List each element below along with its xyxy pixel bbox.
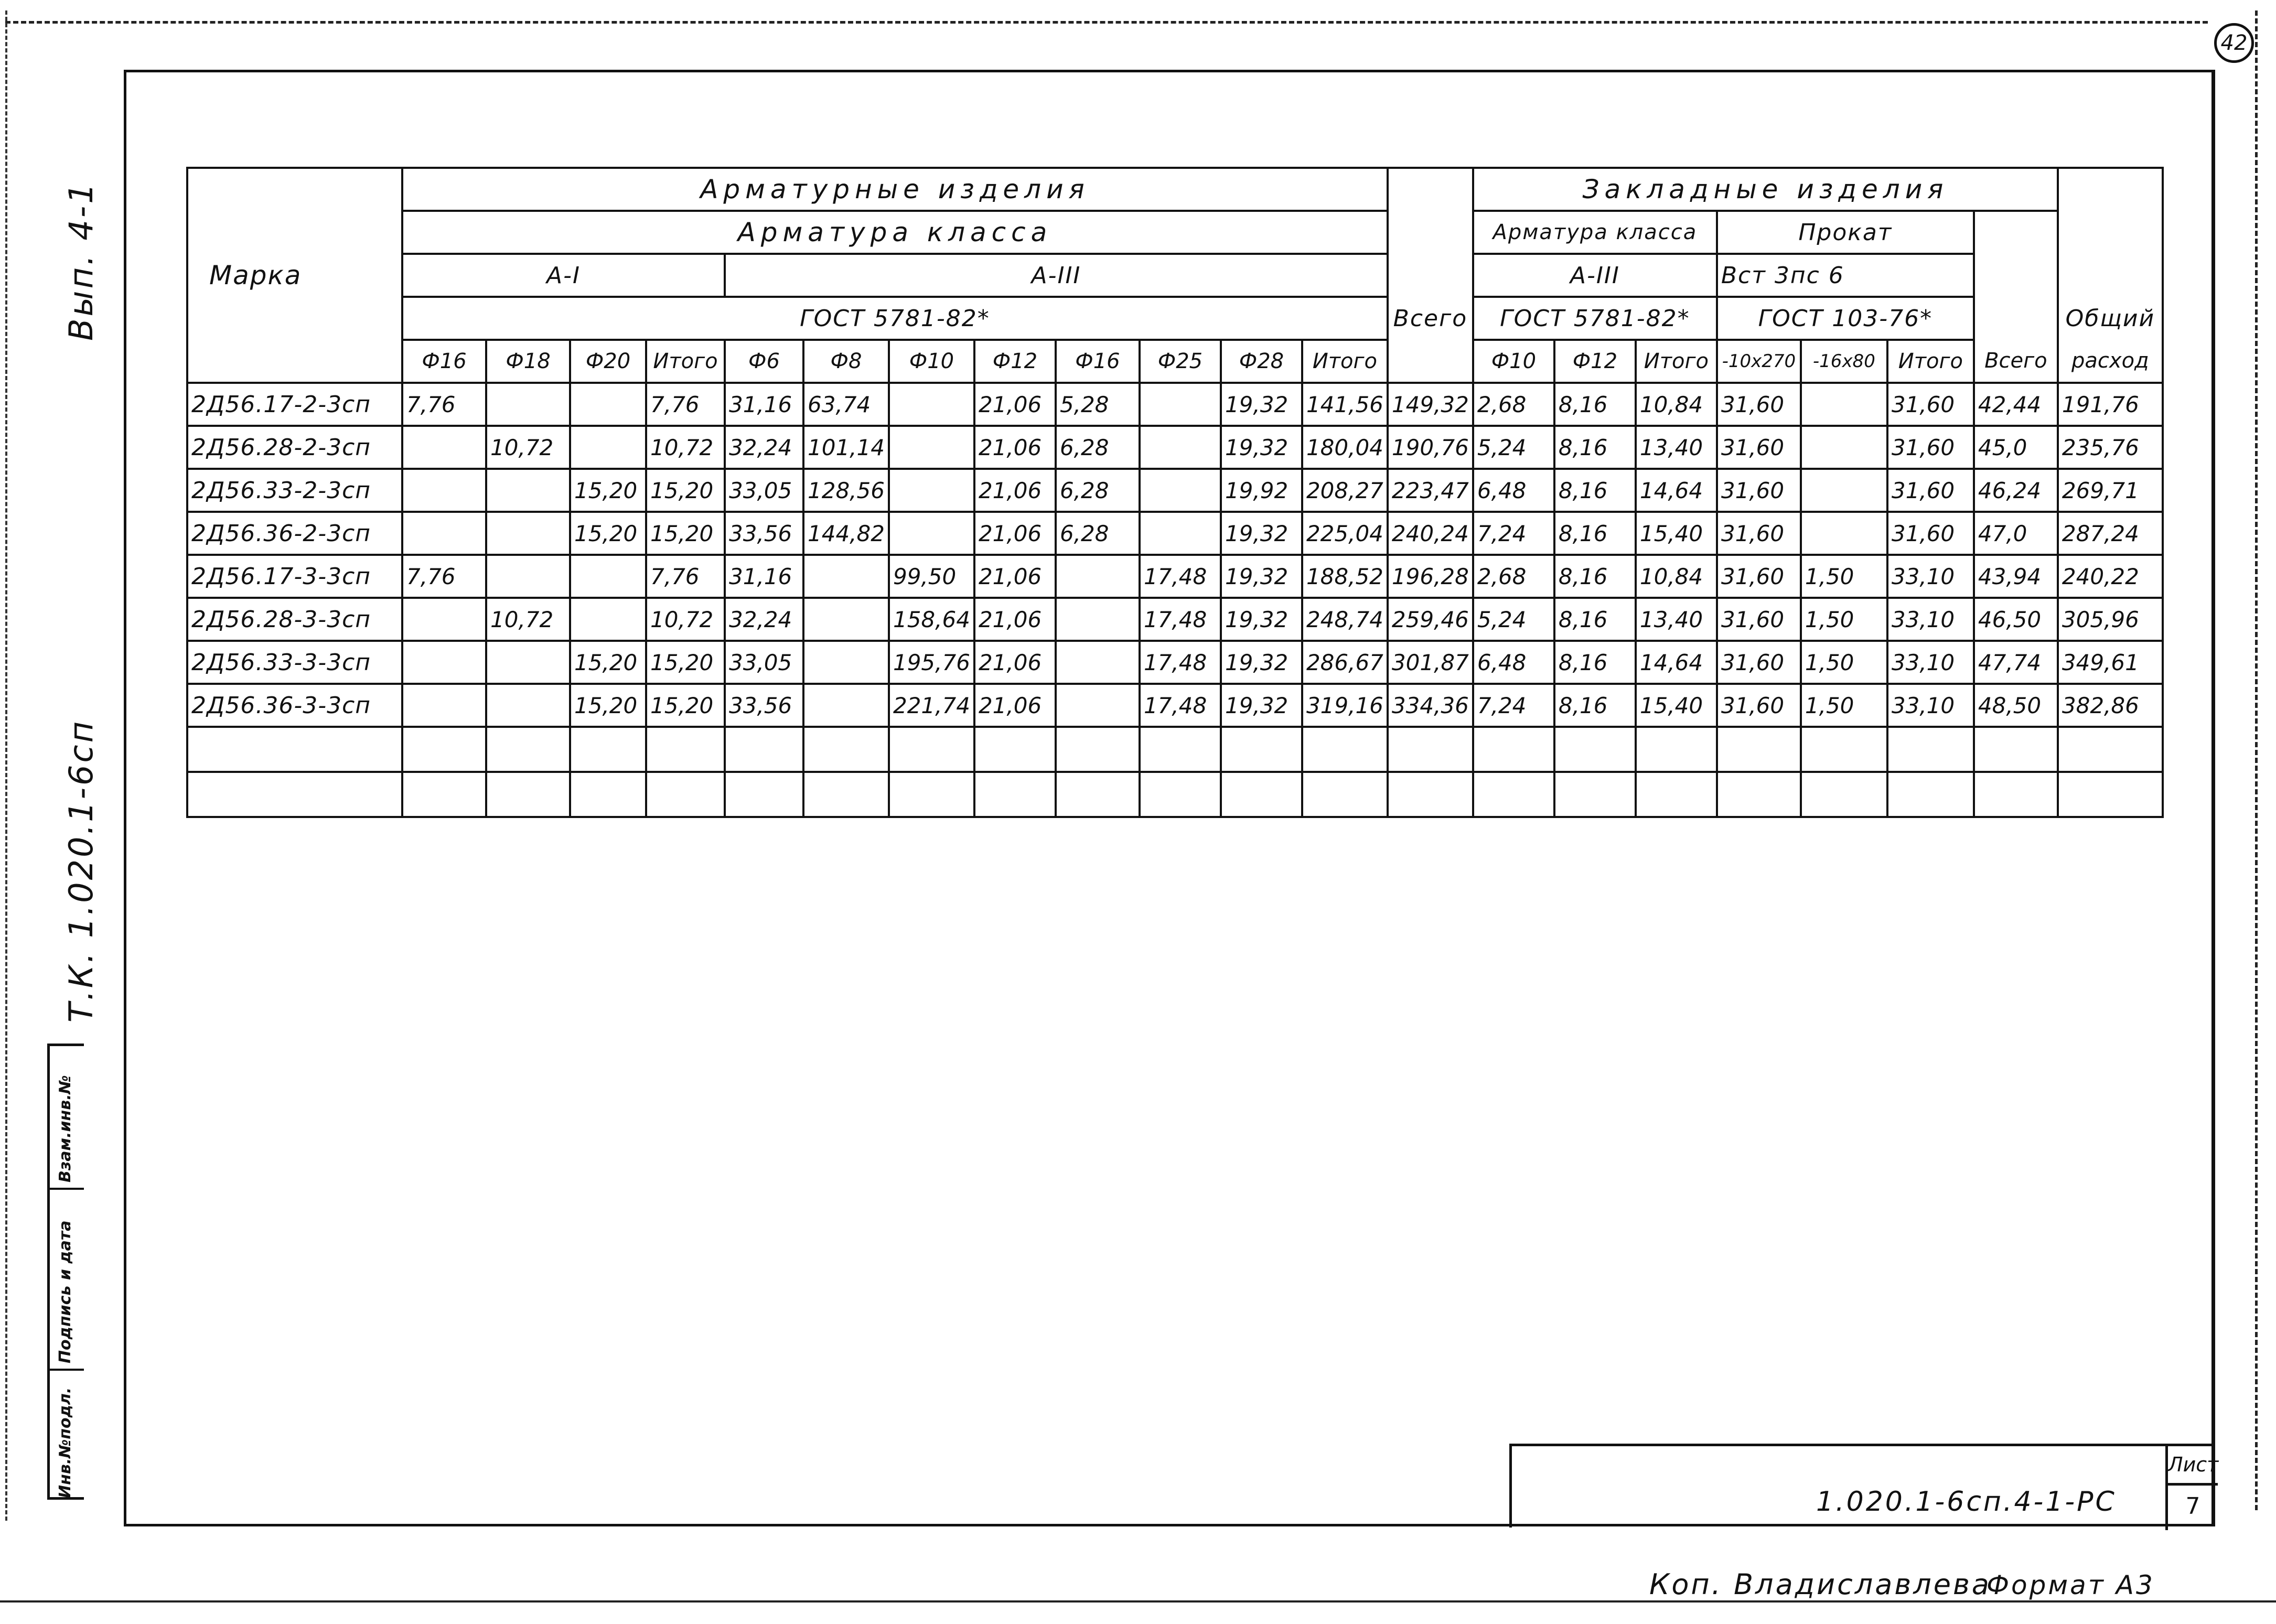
side-label-issue: Вып. 4-1 (62, 181, 100, 341)
col-header: Ф8 (803, 340, 889, 383)
stamp-divider (50, 1369, 84, 1371)
col-header: -16x80 (1801, 340, 1887, 383)
table-cell: 15,20 (570, 684, 646, 727)
header-z-gost: ГОСТ 5781-82* (1473, 297, 1717, 340)
table-cell (402, 641, 486, 684)
col-header: Ф12 (1554, 340, 1636, 383)
table-cell: 128,56 (803, 469, 889, 512)
table-cell: 6,28 (1056, 512, 1140, 555)
table-cell: 248,74 (1302, 598, 1388, 641)
col-header: Ф10 (889, 340, 974, 383)
empty-row (187, 727, 2163, 772)
table-cell (803, 684, 889, 727)
col-header: Ф20 (570, 340, 646, 383)
table-cell: 17,48 (1140, 555, 1221, 598)
table-cell: 221,74 (889, 684, 974, 727)
table-cell: 46,50 (1974, 598, 2058, 641)
table-cell: 15,20 (570, 469, 646, 512)
stamp-vzam-label: Взам.инв.№ (56, 1075, 74, 1182)
table-cell: 149,32 (1388, 383, 1473, 426)
table-cell (486, 512, 570, 555)
sheet-label: Лист (2165, 1446, 2218, 1486)
table-cell: 158,64 (889, 598, 974, 641)
title-block (1509, 1444, 2219, 1528)
header-armatur-izdeliya: Арматурные изделия (402, 168, 1388, 211)
footer-format: Формат А3 (1987, 1570, 2155, 1600)
material-spec-table (186, 167, 2164, 818)
table-cell: 19,32 (1221, 383, 1302, 426)
table-cell: 33,05 (725, 641, 803, 684)
table-cell (803, 555, 889, 598)
table-cell (1801, 469, 1887, 512)
table-cell: 63,74 (803, 383, 889, 426)
table-cell: 21,06 (974, 598, 1056, 641)
table-cell (1801, 512, 1887, 555)
table-cell: 196,28 (1388, 555, 1473, 598)
table-cell: 2,68 (1473, 383, 1554, 426)
header-vst: Вст 3пс 6 (1717, 254, 1974, 297)
col-header: Ф12 (974, 340, 1056, 383)
table-cell: 33,10 (1887, 598, 1974, 641)
table-cell: 10,84 (1636, 555, 1717, 598)
table-cell: 31,60 (1717, 598, 1801, 641)
row-marka: 2Д56.36-3-3сп (187, 684, 402, 727)
row-marka: 2Д56.17-3-3сп (187, 555, 402, 598)
table-cell: 15,20 (646, 641, 725, 684)
table-cell: 31,60 (1887, 383, 1974, 426)
table-cell: 6,28 (1056, 426, 1140, 469)
table-cell (803, 641, 889, 684)
header-gost-prokat: ГОСТ 103-76* (1717, 297, 1974, 340)
col-header: Ф10 (1473, 340, 1554, 383)
row-marka: 2Д56.28-3-3сп (187, 598, 402, 641)
table-cell: 31,60 (1717, 426, 1801, 469)
table-cell: 287,24 (2058, 512, 2163, 555)
table-cell: 8,16 (1554, 469, 1636, 512)
table-cell: 382,86 (2058, 684, 2163, 727)
table-cell: 305,96 (2058, 598, 2163, 641)
table-cell: 15,20 (570, 641, 646, 684)
table-cell: 31,60 (1717, 383, 1801, 426)
table-cell: 8,16 (1554, 598, 1636, 641)
table-cell: 43,94 (1974, 555, 2058, 598)
table-cell (402, 512, 486, 555)
table-cell: 7,24 (1473, 512, 1554, 555)
table-cell (402, 426, 486, 469)
table-cell: 19,92 (1221, 469, 1302, 512)
header-vsego-armatur: Всего (1388, 297, 1473, 340)
table-cell: 8,16 (1554, 383, 1636, 426)
table-row (187, 684, 2163, 727)
table-cell (486, 383, 570, 426)
table-cell: 31,60 (1717, 469, 1801, 512)
table-cell: 1,50 (1801, 555, 1887, 598)
table-cell (1140, 383, 1221, 426)
table-cell: 17,48 (1140, 684, 1221, 727)
table-cell (570, 383, 646, 426)
table-cell: 301,87 (1388, 641, 1473, 684)
table-cell: 7,76 (646, 555, 725, 598)
table-cell (486, 469, 570, 512)
col-header: Ф25 (1140, 340, 1221, 383)
table-cell: 17,48 (1140, 641, 1221, 684)
header-z-armatura-klassa: Арматура класса (1473, 211, 1717, 254)
table-cell: 19,32 (1221, 512, 1302, 555)
col-header: Ф16 (402, 340, 486, 383)
header-gost-armatura: ГОСТ 5781-82* (402, 297, 1388, 340)
table-cell: 5,24 (1473, 598, 1554, 641)
table-row (187, 426, 2163, 469)
table-cell: 1,50 (1801, 641, 1887, 684)
table-cell: 31,60 (1717, 684, 1801, 727)
table-cell: 45,0 (1974, 426, 2058, 469)
col-header: Итого (1887, 340, 1974, 383)
table-cell (402, 469, 486, 512)
table-cell: 141,56 (1302, 383, 1388, 426)
table-cell (889, 426, 974, 469)
table-cell: 349,61 (2058, 641, 2163, 684)
table-cell: 21,06 (974, 512, 1056, 555)
table-cell: 31,60 (1887, 469, 1974, 512)
table-cell (570, 426, 646, 469)
table-cell: 5,24 (1473, 426, 1554, 469)
table-cell: 2,68 (1473, 555, 1554, 598)
right-border-line (2255, 10, 2258, 1510)
table-cell: 31,16 (725, 383, 803, 426)
table-cell: 32,24 (725, 426, 803, 469)
table-cell: 225,04 (1302, 512, 1388, 555)
table-cell: 10,72 (646, 598, 725, 641)
col-header: Итого (1302, 340, 1388, 383)
col-header: Итого (646, 340, 725, 383)
table-cell: 286,67 (1302, 641, 1388, 684)
table-cell: 188,52 (1302, 555, 1388, 598)
table-cell (1801, 426, 1887, 469)
table-cell (889, 383, 974, 426)
table-cell: 235,76 (2058, 426, 2163, 469)
table-cell: 21,06 (974, 426, 1056, 469)
table-cell (402, 684, 486, 727)
table-cell: 21,06 (974, 641, 1056, 684)
table-cell (486, 684, 570, 727)
table-cell (803, 598, 889, 641)
table-cell: 47,74 (1974, 641, 2058, 684)
table-cell (1140, 426, 1221, 469)
table-cell: 47,0 (1974, 512, 2058, 555)
table-cell: 15,20 (646, 512, 725, 555)
table-cell: 223,47 (1388, 469, 1473, 512)
table-row (187, 512, 2163, 555)
table-cell: 21,06 (974, 684, 1056, 727)
table-cell: 48,50 (1974, 684, 2058, 727)
table-cell (1140, 512, 1221, 555)
table-cell (1056, 598, 1140, 641)
stamp-inv-label: Инв.№подл. (56, 1387, 74, 1498)
table-cell (486, 641, 570, 684)
header-obshiy: Общий (2058, 297, 2163, 340)
side-label-series: Т.К. 1.020.1-6сп (62, 719, 100, 1023)
table-cell: 31,60 (1887, 426, 1974, 469)
table-cell (486, 555, 570, 598)
table-cell: 33,10 (1887, 641, 1974, 684)
table-cell: 31,60 (1717, 641, 1801, 684)
table-cell: 240,24 (1388, 512, 1473, 555)
table-cell: 8,16 (1554, 684, 1636, 727)
table-cell: 195,76 (889, 641, 974, 684)
table-cell: 15,20 (570, 512, 646, 555)
table-cell (1056, 684, 1140, 727)
table-cell: 15,20 (646, 469, 725, 512)
table-cell: 42,44 (1974, 383, 2058, 426)
table-cell: 259,46 (1388, 598, 1473, 641)
table-cell: 101,14 (803, 426, 889, 469)
table-cell: 33,05 (725, 469, 803, 512)
header-class-a3: А-III (725, 254, 1388, 297)
table-cell: 31,60 (1717, 512, 1801, 555)
table-row (187, 383, 2163, 426)
table-body (187, 383, 2163, 817)
col-header: Итого (1636, 340, 1717, 383)
row-marka: 2Д56.33-2-3сп (187, 469, 402, 512)
table-cell: 31,16 (725, 555, 803, 598)
table-cell: 1,50 (1801, 684, 1887, 727)
table-cell: 8,16 (1554, 512, 1636, 555)
header-z-class-a3: А-III (1473, 254, 1717, 297)
table-cell: 8,16 (1554, 426, 1636, 469)
table-cell: 33,56 (725, 684, 803, 727)
table-cell: 19,32 (1221, 426, 1302, 469)
table-cell: 7,24 (1473, 684, 1554, 727)
table-cell: 19,32 (1221, 684, 1302, 727)
sheet-circle-number: 42 (2214, 23, 2254, 63)
table-cell: 14,64 (1636, 641, 1717, 684)
sheet-number: 7 (2165, 1486, 2218, 1530)
row-marka: 2Д56.17-2-3сп (187, 383, 402, 426)
table-cell: 10,72 (486, 426, 570, 469)
left-border-line (5, 10, 7, 1521)
table-cell (1056, 641, 1140, 684)
table-cell: 10,72 (646, 426, 725, 469)
table-cell: 269,71 (2058, 469, 2163, 512)
header-class-a1: А-I (402, 254, 725, 297)
table-cell: 7,76 (402, 555, 486, 598)
col-header: Ф16 (1056, 340, 1140, 383)
table-cell: 21,06 (974, 383, 1056, 426)
table-cell (1801, 383, 1887, 426)
table-cell (889, 512, 974, 555)
table-cell: 240,22 (2058, 555, 2163, 598)
header-vsego-zaklad: Всего (1974, 340, 2058, 383)
table-cell: 46,24 (1974, 469, 2058, 512)
table-cell: 13,40 (1636, 598, 1717, 641)
table-cell: 21,06 (974, 469, 1056, 512)
stamp-divider (50, 1188, 84, 1190)
table-cell: 334,36 (1388, 684, 1473, 727)
table-cell: 6,48 (1473, 469, 1554, 512)
table-cell (570, 598, 646, 641)
table-row (187, 641, 2163, 684)
header-prokat: Прокат (1717, 211, 1974, 254)
table-cell: 33,10 (1887, 555, 1974, 598)
top-border-line (5, 21, 2208, 24)
header-zaklad-izdeliya: Закладные изделия (1473, 168, 2058, 211)
table-cell: 19,32 (1221, 641, 1302, 684)
table-cell: 8,16 (1554, 641, 1636, 684)
approval-stamp (47, 1044, 84, 1500)
stamp-sign-label: Подпись и дата (56, 1220, 74, 1363)
table-cell: 8,16 (1554, 555, 1636, 598)
table-cell: 10,72 (486, 598, 570, 641)
row-marka: 2Д56.28-2-3сп (187, 426, 402, 469)
table-cell: 99,50 (889, 555, 974, 598)
table-cell: 33,56 (725, 512, 803, 555)
table-cell (1056, 555, 1140, 598)
row-marka: 2Д56.36-2-3сп (187, 512, 402, 555)
drawing-code: 1.020.1-6сп.4-1-РС (1816, 1486, 2117, 1518)
table-cell (889, 469, 974, 512)
table-row (187, 598, 2163, 641)
table-cell: 10,84 (1636, 383, 1717, 426)
table-cell: 1,50 (1801, 598, 1887, 641)
table-cell (570, 555, 646, 598)
header-marka: Марка (187, 168, 402, 383)
table-row (187, 469, 2163, 512)
table-cell: 15,20 (646, 684, 725, 727)
table-cell: 14,64 (1636, 469, 1717, 512)
table-cell: 31,60 (1717, 555, 1801, 598)
header-rashod: расход (2058, 340, 2163, 383)
table-cell: 15,40 (1636, 512, 1717, 555)
table-cell: 190,76 (1388, 426, 1473, 469)
table-cell: 6,48 (1473, 641, 1554, 684)
table-cell: 6,28 (1056, 469, 1140, 512)
table-cell: 32,24 (725, 598, 803, 641)
table-cell: 180,04 (1302, 426, 1388, 469)
table-cell: 21,06 (974, 555, 1056, 598)
table-cell: 13,40 (1636, 426, 1717, 469)
header-armatura-klassa: Арматура класса (402, 211, 1388, 254)
footer-copied-by: Коп. Владиславлева (1649, 1568, 1991, 1601)
table-cell: 144,82 (803, 512, 889, 555)
table-cell: 208,27 (1302, 469, 1388, 512)
table-cell: 31,60 (1887, 512, 1974, 555)
table-cell: 33,10 (1887, 684, 1974, 727)
table-cell: 7,76 (402, 383, 486, 426)
empty-row (187, 772, 2163, 817)
table-cell: 17,48 (1140, 598, 1221, 641)
col-header: -10x270 (1717, 340, 1801, 383)
table-cell (1140, 469, 1221, 512)
col-header: Ф28 (1221, 340, 1302, 383)
col-header: Ф18 (486, 340, 570, 383)
row-marka: 2Д56.33-3-3сп (187, 641, 402, 684)
table-cell: 7,76 (646, 383, 725, 426)
table-cell: 19,32 (1221, 598, 1302, 641)
table-cell: 191,76 (2058, 383, 2163, 426)
table-cell (402, 598, 486, 641)
table-cell: 5,28 (1056, 383, 1140, 426)
table-cell: 15,40 (1636, 684, 1717, 727)
col-header: Ф6 (725, 340, 803, 383)
table-row (187, 555, 2163, 598)
table-cell: 319,16 (1302, 684, 1388, 727)
table-cell: 19,32 (1221, 555, 1302, 598)
